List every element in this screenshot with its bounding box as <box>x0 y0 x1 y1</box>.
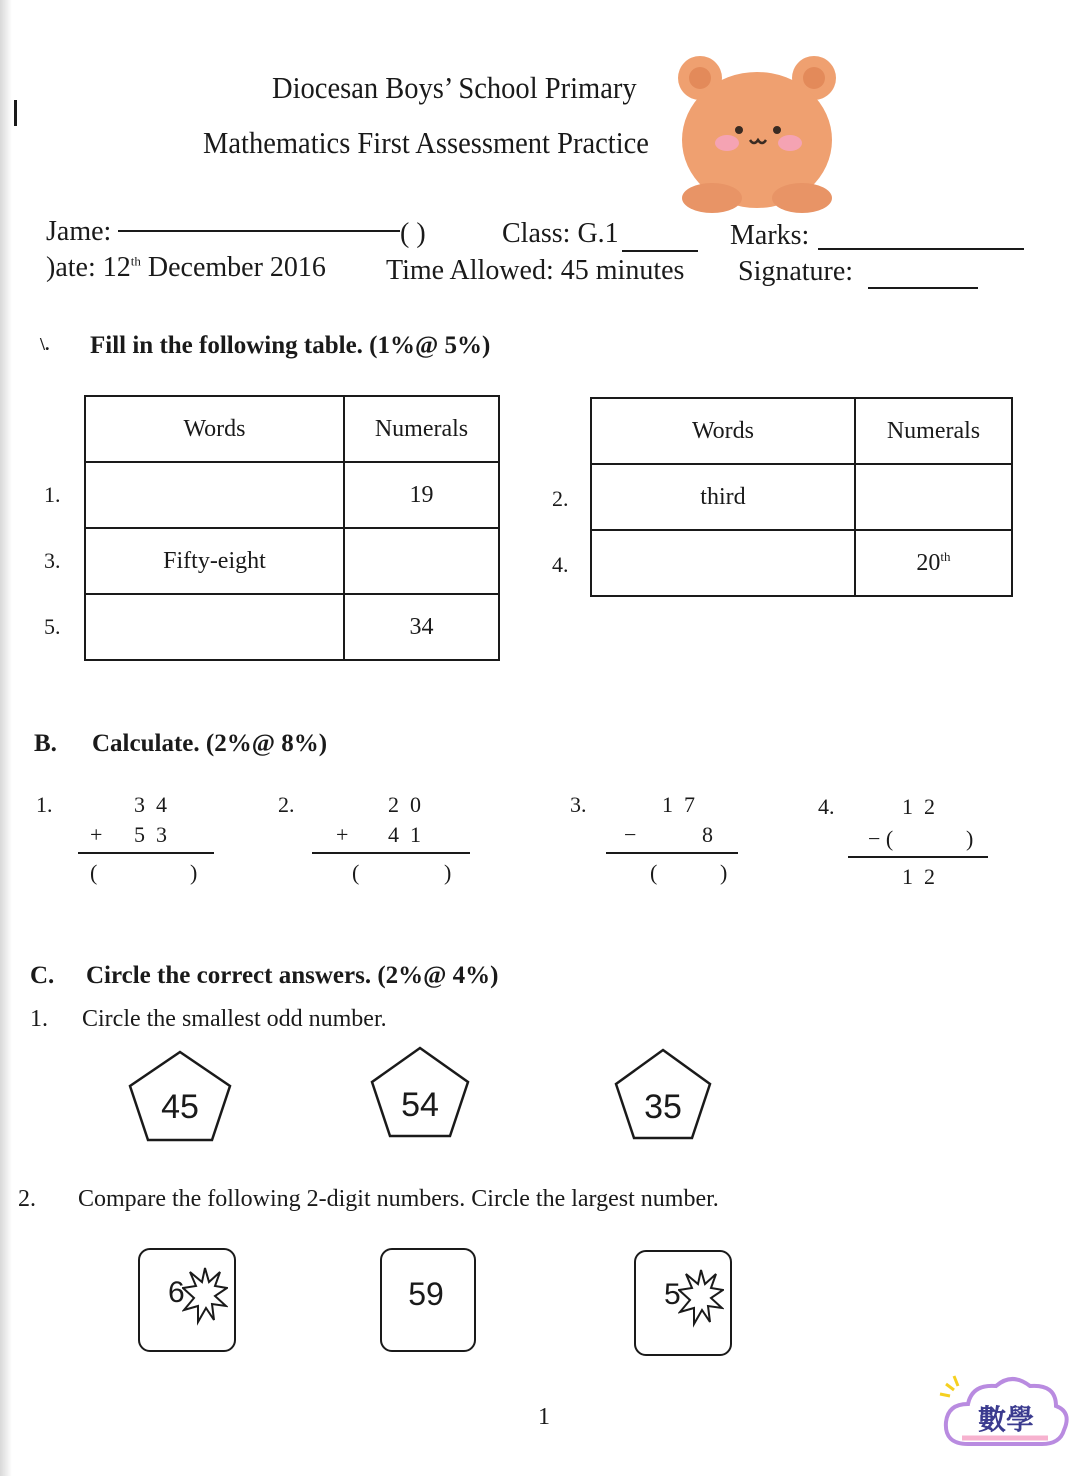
question-number: 1. <box>30 1006 48 1032</box>
answer-open-paren[interactable]: ( <box>90 860 98 885</box>
sum-line <box>312 852 470 854</box>
problem-number: 3. <box>570 792 587 817</box>
assessment-title: Mathematics First Assessment Practice <box>203 125 649 160</box>
row-number: 5. <box>44 614 61 639</box>
class-blank[interactable] <box>622 250 698 252</box>
difference-line <box>606 852 738 854</box>
top-number: 2 0 <box>388 792 421 817</box>
option-number: 35 <box>644 1088 682 1126</box>
option-number: 59 <box>408 1276 444 1312</box>
option-number: 6 <box>168 1276 185 1309</box>
left-numbers-table <box>84 395 500 661</box>
table-cell-words[interactable] <box>85 594 344 660</box>
problem-number: 1. <box>36 792 53 817</box>
date-field: )ate: 12th December 2016 <box>46 252 326 283</box>
difference-line <box>848 856 988 858</box>
answer-open-paren[interactable]: ( <box>650 860 658 885</box>
table-cell-words: Fifty-eight <box>85 528 344 594</box>
operator: − <box>624 822 637 847</box>
second-number: 8 <box>702 822 713 847</box>
operator: + <box>336 822 349 847</box>
splat-icon <box>678 1268 724 1330</box>
answer-close-paren[interactable]: ) <box>966 826 974 851</box>
table-cell-words[interactable] <box>591 530 855 596</box>
margin-mark <box>14 100 17 126</box>
answer-close-paren[interactable]: ) <box>720 860 728 885</box>
answer-close-paren[interactable]: ) <box>444 860 452 885</box>
section-c-title: Circle the correct answers. (2%@ 4%) <box>86 962 499 989</box>
operator-blank[interactable]: − ( <box>868 826 894 851</box>
answer-open-paren[interactable]: ( <box>352 860 360 885</box>
question-number: 2. <box>18 1186 36 1212</box>
section-c-letter: C. <box>30 962 55 989</box>
right-numbers-table <box>590 397 1013 597</box>
option-number: 54 <box>401 1086 439 1124</box>
name-label: Jame: <box>46 216 112 247</box>
row-number: 4. <box>552 552 569 577</box>
bear-sticker-icon <box>672 48 842 213</box>
question-prompt: Circle the smallest odd number. <box>82 1006 387 1032</box>
signature-label: Signature: <box>738 256 854 287</box>
result-number: 1 2 <box>902 864 935 889</box>
section-b-title: Calculate. (2%@ 8%) <box>92 730 328 757</box>
name-blank[interactable] <box>118 230 400 232</box>
table-cell-words[interactable] <box>85 462 344 528</box>
section-b-letter: B. <box>34 730 57 757</box>
numerals-header: Numerals <box>344 396 499 462</box>
option-number: 5 <box>664 1278 681 1311</box>
top-number: 1 2 <box>902 794 935 819</box>
table-cell-numerals[interactable] <box>855 464 1012 530</box>
words-header: Words <box>85 396 344 462</box>
sum-line <box>78 852 214 854</box>
scan-left-shadow <box>0 0 12 1476</box>
problem-number: 4. <box>818 794 835 819</box>
math-sticker-label: 數學 <box>978 1403 1035 1436</box>
splat-icon <box>182 1266 228 1328</box>
question-prompt: Compare the following 2-digit numbers. Circle the largest number. <box>78 1186 719 1212</box>
problem-number: 2. <box>278 792 295 817</box>
second-number: 4 1 <box>388 822 421 847</box>
row-number: 3. <box>44 548 61 573</box>
row-number: 1. <box>44 482 61 507</box>
row-number: 2. <box>552 486 569 511</box>
table-cell-numerals: 20th <box>855 530 1012 596</box>
marks-blank[interactable] <box>818 248 1024 250</box>
signature-blank[interactable] <box>868 287 978 289</box>
operator: + <box>90 822 103 847</box>
numerals-header: Numerals <box>855 398 1012 464</box>
top-number: 3 4 <box>134 792 167 817</box>
table-cell-numerals: 19 <box>344 462 499 528</box>
answer-close-paren[interactable]: ) <box>190 860 198 885</box>
option-number: 45 <box>161 1088 199 1126</box>
table-cell-numerals: 34 <box>344 594 499 660</box>
table-cell-words: third <box>591 464 855 530</box>
calc-problem-3 <box>570 790 770 900</box>
school-title: Diocesan Boys’ School Primary <box>272 70 637 105</box>
calc-problem-1 <box>36 790 236 900</box>
calc-problem-2 <box>278 790 478 900</box>
section-a-title: Fill in the following table. (1%@ 5%) <box>90 332 491 359</box>
section-a-letter: \. <box>40 334 50 354</box>
words-header: Words <box>591 398 855 464</box>
class-number-blank[interactable]: ( ) <box>400 218 426 249</box>
time-allowed: Time Allowed: 45 minutes <box>386 255 685 286</box>
second-number: 5 3 <box>134 822 167 847</box>
table-cell-numerals[interactable] <box>344 528 499 594</box>
marks-label: Marks: <box>730 220 810 251</box>
class-label: Class: G.1 <box>502 218 619 249</box>
top-number: 1 7 <box>662 792 695 817</box>
calc-problem-4 <box>818 792 998 902</box>
page-number: 1 <box>538 1404 550 1430</box>
